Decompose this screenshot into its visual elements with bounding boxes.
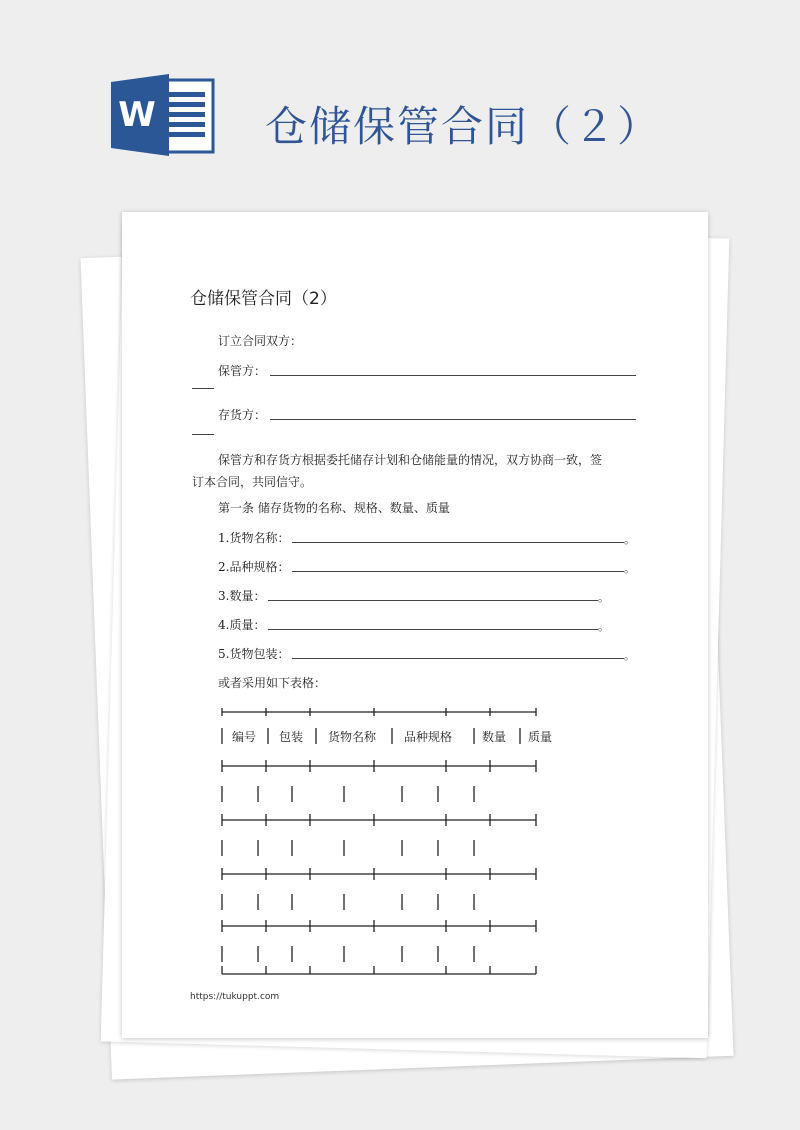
table-header-quantity: 数量 xyxy=(482,730,507,744)
agreement-line-2: 订本合同，共同信守。 xyxy=(192,475,313,489)
custodian-tail-line xyxy=(192,388,214,389)
table-header-goods-name: 货物名称 xyxy=(328,730,377,744)
footer-url[interactable]: https://tukuppt.com xyxy=(190,992,280,1002)
item-goods-name-label: 1.货物名称： xyxy=(218,531,290,545)
document-page xyxy=(122,212,708,1038)
item-spec-label: 2.品种规格： xyxy=(218,560,290,574)
table-header-number: 编号 xyxy=(232,730,257,744)
item-goods-name-line xyxy=(292,542,624,543)
table-header-spec: 品种规格 xyxy=(404,730,453,744)
item-quantity-line xyxy=(268,600,598,601)
item-spec-stop: 。 xyxy=(624,562,635,575)
item-quality-line xyxy=(268,629,598,630)
banner-title: 仓储保管合同（２） xyxy=(265,102,662,151)
parties-intro: 订立合同双方： xyxy=(218,334,303,348)
goods-table-lines xyxy=(220,706,553,976)
custodian-label: 保管方： xyxy=(218,364,267,378)
item-quantity-stop: 。 xyxy=(598,591,609,604)
depositor-tail-line xyxy=(192,434,214,435)
item-packaging-line xyxy=(292,658,624,659)
custodian-fill-line xyxy=(270,375,636,376)
document-title: 仓储保管合同（2） xyxy=(190,289,337,309)
item-goods-name-stop: 。 xyxy=(624,533,635,546)
word-logo-icon xyxy=(111,74,215,156)
item-spec-line xyxy=(292,571,624,572)
depositor-fill-line xyxy=(270,419,636,420)
item-quantity-label: 3.数量： xyxy=(218,589,266,603)
agreement-line-1: 保管方和存货方根据委托储存计划和仓储能量的情况，双方协商一致，签 xyxy=(218,453,603,467)
word-logo-letter: W xyxy=(118,95,156,135)
item-packaging-stop: 。 xyxy=(624,649,635,662)
table-header-quality: 质量 xyxy=(528,730,553,744)
item-packaging-label: 5.货物包装： xyxy=(218,647,290,661)
item-quality-stop: 。 xyxy=(598,620,609,633)
table-intro: 或者采用如下表格： xyxy=(218,676,327,690)
depositor-label: 存货方： xyxy=(218,408,267,422)
item-quality-label: 4.质量： xyxy=(218,618,266,632)
table-header-packaging: 包装 xyxy=(279,730,304,744)
article1-heading: 第一条 储存货物的名称、规格、数量、质量 xyxy=(218,501,450,515)
